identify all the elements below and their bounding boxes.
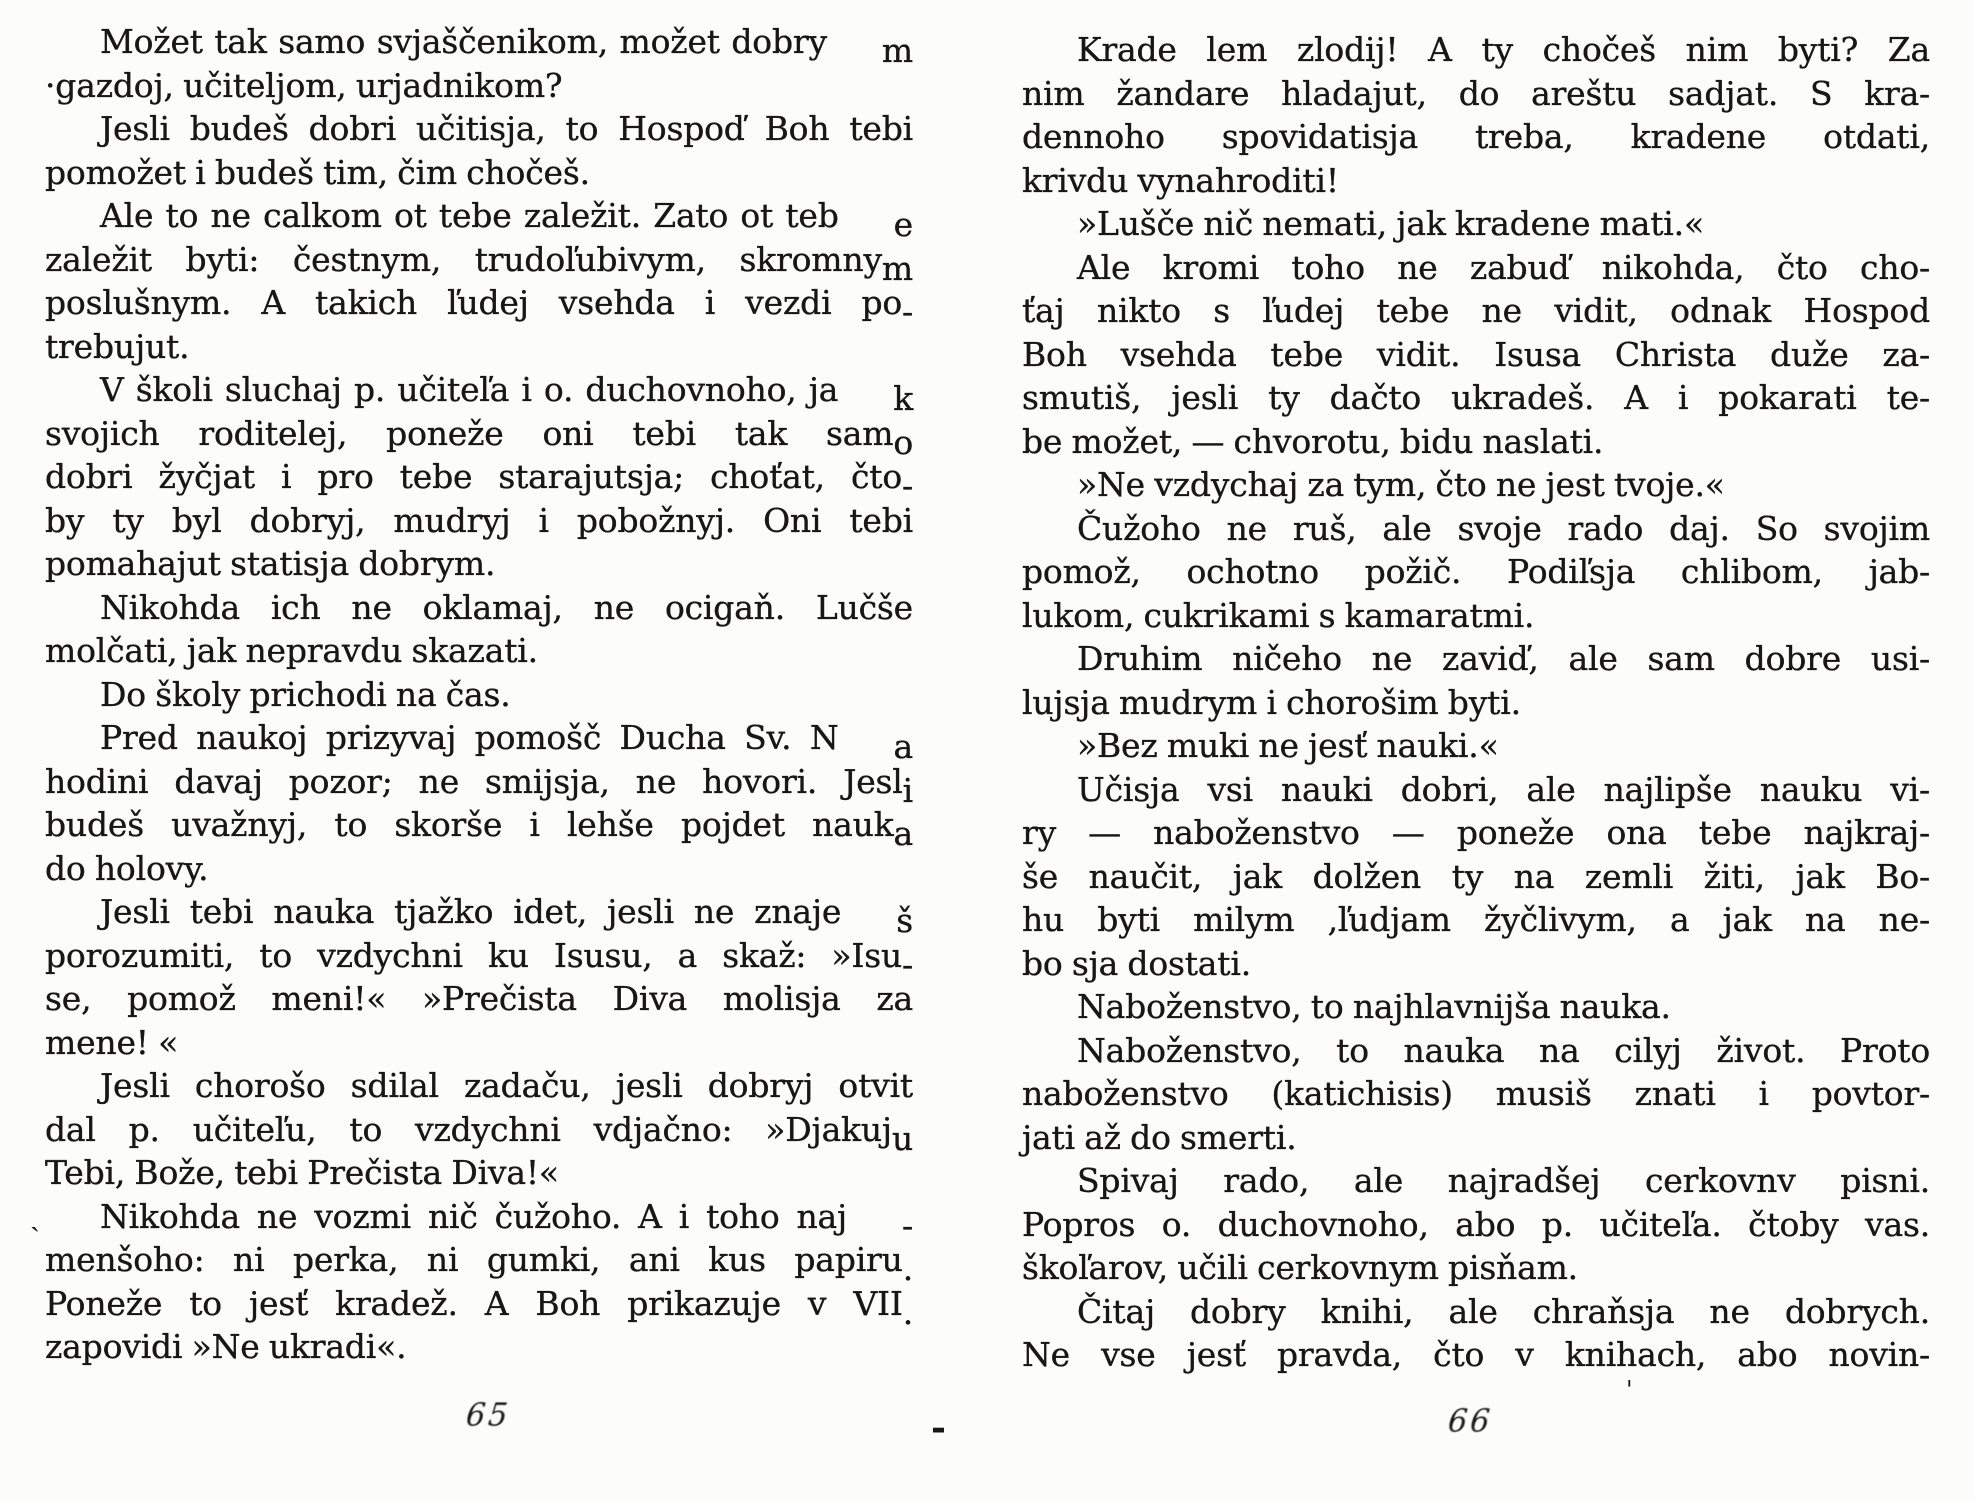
text-line — [1022, 115, 1930, 159]
text-line-content: Naboženstvo, to nauka na cilyj život. Proto — [1077, 1030, 1930, 1070]
page-number-left: 65 — [460, 1397, 516, 1434]
text-line-content: pomož, ochotno požič. Podiľsja chlibom, jab- — [1022, 552, 1930, 591]
text-line — [1022, 681, 1930, 725]
text-line — [1022, 463, 1930, 507]
text-line-content: bo sja dostati. — [1022, 943, 1251, 983]
text-line-content: zaležit byti: čestnym, trudoľubivym, skromny — [45, 239, 882, 279]
text-line-content: Ale kromi toho ne zabuď nikohda, čto cho- — [1077, 247, 1930, 287]
sagging-last-character: . — [902, 1292, 913, 1332]
text-line-content: se, pomož meni!« »Prečista Diva molisja za — [45, 979, 913, 1018]
text-line — [45, 1195, 913, 1245]
sagging-last-character: o — [893, 422, 913, 462]
text-line-content: Jesli budeš dobri učitisja, to Hospoď Boh tebi — [100, 109, 913, 148]
text-line-content: mene! « — [45, 1022, 179, 1062]
text-line — [1022, 507, 1930, 551]
text-line-content: krivdu vynahroditi! — [1022, 160, 1339, 200]
text-line — [45, 151, 913, 195]
text-line — [1022, 1029, 1930, 1073]
text-line-content: »Bez muki ne jesť nauki.« — [1077, 726, 1499, 765]
text-line-content: lujsja mudrym i chorošim byti. — [1022, 682, 1521, 722]
text-line — [1022, 28, 1930, 72]
text-line-content: be možet, — chvorotu, bidu naslati. — [1022, 421, 1604, 461]
text-line — [1022, 594, 1930, 638]
text-line — [45, 107, 913, 151]
sagging-last-character: m — [881, 248, 913, 288]
text-line — [1022, 1116, 1930, 1160]
text-line — [1022, 376, 1930, 420]
text-line-content: Boh vsehda tebe vidit. Isusa Christa duže za- — [1022, 334, 1930, 374]
text-line-content: »Lušče nič nemati, jak kradene mati.« — [1077, 204, 1704, 243]
text-line — [1022, 159, 1930, 203]
sagging-last-character: . — [902, 1249, 913, 1288]
text-line — [45, 499, 913, 543]
text-line — [45, 1151, 913, 1195]
text-line-content: budeš uvažnyj, to skorše i lehše pojdet nauk — [45, 805, 894, 844]
right-page-text-column — [1022, 28, 1930, 1377]
text-line — [45, 1325, 913, 1369]
text-line-content: škoľarov, učili cerkovnym pisňam. — [1022, 1248, 1578, 1287]
text-line-content: Možet tak samo svjaščenikom, možet dobry — [100, 22, 827, 61]
text-line-content: Poneže to jesť kradež. A Boh prikazuje v VII — [45, 1283, 903, 1323]
text-line — [45, 629, 913, 673]
text-line — [1022, 550, 1930, 594]
text-line-content: poslušnym. A takich ľudej vsehda i vezdi po — [45, 283, 903, 322]
text-line-content: Tebi, Bože, tebi Prečista Diva!« — [45, 1153, 559, 1192]
text-line-content: trebujut. — [45, 326, 190, 366]
sagging-last-character: m — [881, 31, 913, 70]
text-line-content: naboženstvo (katichisis) musiš znati i povtor- — [1022, 1074, 1930, 1113]
text-line-content: do holovy. — [45, 848, 209, 888]
text-line-content: ťaj nikto s ľudej tebe ne vidit, odnak Hospod — [1022, 291, 1930, 330]
text-line — [45, 194, 913, 244]
text-line-content: Ne vse jesť pravda, čto v knihach, abo novin- — [1022, 1335, 1930, 1374]
text-line — [45, 847, 913, 891]
text-line — [1022, 289, 1930, 333]
text-line-content: by ty byl dobryj, mudryj i pobožnyj. Oni tebi — [45, 500, 913, 540]
text-line — [45, 368, 913, 418]
text-line-content: dennoho spovidatisja treba, kradene otdati, — [1022, 117, 1930, 156]
text-line — [45, 1064, 913, 1108]
text-line — [45, 412, 913, 462]
text-line — [45, 281, 913, 331]
text-line — [1022, 202, 1930, 246]
sagging-last-character: - — [902, 292, 913, 331]
text-line — [1022, 333, 1930, 377]
text-line — [1022, 637, 1930, 681]
text-line-content: pomahajut statisja dobrym. — [45, 544, 496, 583]
text-line — [1022, 72, 1930, 116]
text-line — [45, 716, 913, 766]
text-line-content: Naboženstvo, to najhlavnijša nauka. — [1077, 987, 1671, 1026]
text-line — [45, 1238, 913, 1288]
text-line-content: Do školy prichodi na čas. — [100, 674, 511, 714]
text-line — [1022, 246, 1930, 290]
text-line-content: hodini davaj pozor; ne smijsja, ne hovori. Jesl — [45, 761, 903, 801]
text-line-content: Nikohda ne vozmi nič čužoho. A i toho naj — [100, 1196, 848, 1236]
text-line — [45, 803, 913, 853]
text-line-content: Popros o. duchovnoho, abo p. učiteľa. čtoby vas. — [1022, 1204, 1930, 1244]
text-line-content: Jesli chorošo sdilal zadaču, jesli dobryj otvit — [100, 1066, 913, 1105]
text-line-content: še naučit, jak dolžen ty na zemli žiti, jak Bo- — [1022, 856, 1930, 896]
text-line — [45, 890, 913, 940]
text-line-content: pomožet i budeš tim, čim chočeš. — [45, 152, 590, 192]
text-line-content: V školi sluchaj p. učiteľa i o. duchovnoho, ja — [100, 370, 839, 409]
text-line — [45, 934, 913, 984]
corner-scan-artifact-mark: ' — [1626, 1376, 1633, 1404]
sagging-last-character: š — [896, 901, 913, 940]
text-line-content: Krade lem zlodij! A ty chočeš nim byti? Za — [1077, 30, 1930, 69]
text-line — [1022, 1203, 1930, 1247]
text-line — [45, 64, 913, 108]
text-line-content: menšoho: ni perka, ni gumki, ani kus papiru — [45, 1240, 903, 1279]
text-line — [1022, 1159, 1930, 1203]
text-line — [45, 1282, 913, 1332]
text-line-content: Učisja vsi nauki dobri, ale najlipše nauku vi- — [1077, 769, 1930, 809]
text-line — [45, 542, 913, 586]
text-line-content: ·gazdoj, učiteljom, urjadnikom? — [45, 65, 563, 105]
text-line-content: ry — naboženstvo — poneže ona tebe najkraj- — [1022, 813, 1930, 852]
text-line — [45, 673, 913, 717]
text-line-content: Nikohda ich ne oklamaj, ne ocigaň. Lučše — [100, 587, 913, 627]
sagging-last-character: - — [902, 1205, 913, 1245]
text-line — [1022, 985, 1930, 1029]
sagging-last-character: k — [893, 379, 913, 418]
text-line-content: Čužoho ne ruš, ale svoje rado daj. So svojim — [1077, 508, 1930, 548]
text-line — [1022, 942, 1930, 986]
text-line — [45, 1021, 913, 1065]
text-line — [45, 20, 913, 70]
left-margin-scan-artifact-mark: ˏ — [30, 1198, 40, 1233]
text-line — [1022, 898, 1930, 942]
text-line — [1022, 1333, 1930, 1377]
sagging-last-character: i — [902, 770, 913, 810]
sagging-last-character: - — [902, 944, 913, 984]
text-line-content: porozumiti, to vzdychni ku Isusu, a skaž: »Isu — [45, 935, 903, 975]
text-line — [45, 586, 913, 630]
text-line — [45, 977, 913, 1021]
text-line — [45, 238, 913, 288]
text-line-content: zapovidi »Ne ukradi«. — [45, 1327, 407, 1366]
text-line — [1022, 855, 1930, 899]
text-line-content: Čitaj dobry knihi, ale chraňsja ne dobrych. — [1077, 1291, 1930, 1331]
text-line-content: dobri žyčjat i pro tebe starajutsja; choťat, čto — [45, 457, 903, 496]
text-line-content: hu byti milym ,ľudjam žyčlivym, a jak na ne- — [1022, 900, 1930, 939]
text-line — [45, 325, 913, 369]
text-line — [1022, 1290, 1930, 1334]
text-line — [45, 1108, 913, 1158]
text-line-content: Ale to ne calkom ot tebe zaležit. Zato ot teb — [100, 196, 839, 235]
text-line-content: Druhim ničeho ne zaviď, ale sam dobre usi- — [1077, 639, 1930, 678]
sagging-last-character: - — [902, 466, 913, 505]
text-line — [45, 760, 913, 810]
text-line — [1022, 768, 1930, 812]
text-line — [1022, 420, 1930, 464]
text-line-content: dal p. učiteľu, to vzdychni vdjačno: »Djakuj — [45, 1109, 892, 1149]
text-line-content: lukom, cukrikami s kamaratmi. — [1022, 595, 1535, 635]
text-line-content: molčati, jak nepravdu skazati. — [45, 631, 538, 670]
sagging-last-character: a — [893, 727, 913, 766]
text-line — [1022, 811, 1930, 855]
text-line-content: Jesli tebi nauka tjažko idet, jesli ne znaje — [100, 892, 842, 931]
left-page-text-column — [45, 20, 913, 1369]
gutter-scan-artifact-dash: - — [931, 1407, 946, 1449]
sagging-last-character: a — [893, 814, 913, 853]
text-line — [1022, 1246, 1930, 1290]
text-line — [1022, 724, 1930, 768]
text-line-content: smutiš, jesli ty dačto ukradeš. A i pokarati te- — [1022, 378, 1930, 417]
text-line-content: »Ne vzdychaj za tym, čto ne jest tvoje.« — [1077, 465, 1725, 504]
text-line-content: svojich roditelej, poneže oni tebi tak sam — [45, 413, 894, 453]
text-line — [45, 455, 913, 505]
text-line — [1022, 1072, 1930, 1116]
text-line-content: jati až do smerti. — [1022, 1117, 1297, 1157]
page-number-right: 66 — [1442, 1403, 1498, 1440]
sagging-last-character: u — [891, 1118, 913, 1158]
text-line-content: Spivaj rado, ale najradšej cerkovnv pisni. — [1077, 1161, 1930, 1200]
text-line-content: Pred naukoj prizyvaj pomošč Ducha Sv. N — [100, 718, 839, 757]
sagging-last-character: e — [893, 205, 913, 244]
text-line-content: nim žandare hladajut, do areštu sadjat. S kra- — [1022, 73, 1930, 113]
